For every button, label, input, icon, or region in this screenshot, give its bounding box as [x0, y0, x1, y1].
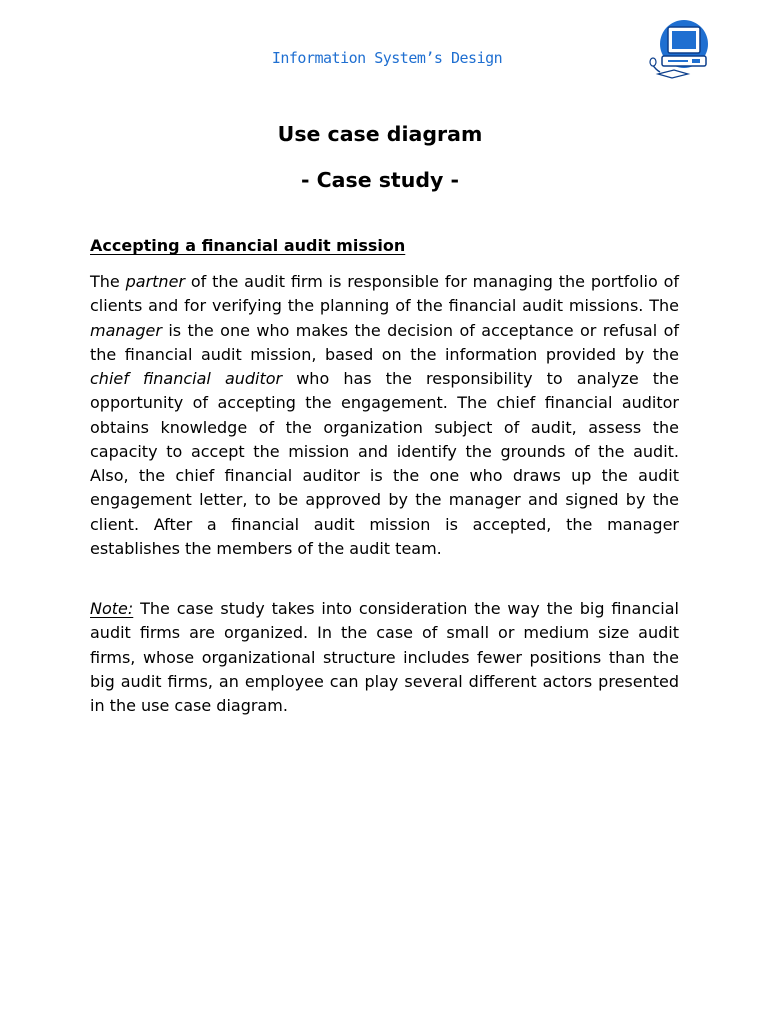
page-title: Use case diagram	[277, 122, 483, 146]
manager-term: manager	[90, 320, 162, 340]
partner-term: partner	[125, 272, 185, 291]
text-run: of the audit firm is responsible for managing the portfolio of clients and for verifying the planning of the financial audit missions. The	[90, 272, 680, 316]
note-text: The case study takes into consideration the way the big financial audit firms are organized. In the case of small or medium size audit firms, whose organizational structure includes fewer positions than the big audit firms, an employee can play several different actors presented in the use case diagram.	[90, 599, 679, 715]
section-heading: Accepting a financial audit mission	[90, 236, 406, 255]
header-title: Information System’s Design	[271, 49, 503, 67]
text-run: The	[90, 272, 126, 291]
text-run: who has the responsibility to analyze the opportunity of accepting the engagement. The chief financial auditor obtains knowledge of the organization subject of audit, assess the capacity to accept the mission and identify the grounds of the audit. Also, the chief financial auditor is the one who draws up the audit engagement letter, to be approved by the manager and signed by the client. After a financial audit mission is accepted, the manager establishes the members of the audit team.	[90, 369, 680, 558]
computer-icon	[648, 16, 714, 82]
note-paragraph	[90, 597, 679, 718]
page-subtitle: - Case study -	[300, 168, 460, 192]
chief-auditor-term: chief financial auditor	[90, 369, 283, 388]
note-label: Note:	[90, 599, 134, 618]
case-description-paragraph	[90, 270, 679, 561]
text-run: is the one who makes the decision of acceptance or refusal of the financial audit mission, based on the information provided by the	[90, 320, 679, 364]
